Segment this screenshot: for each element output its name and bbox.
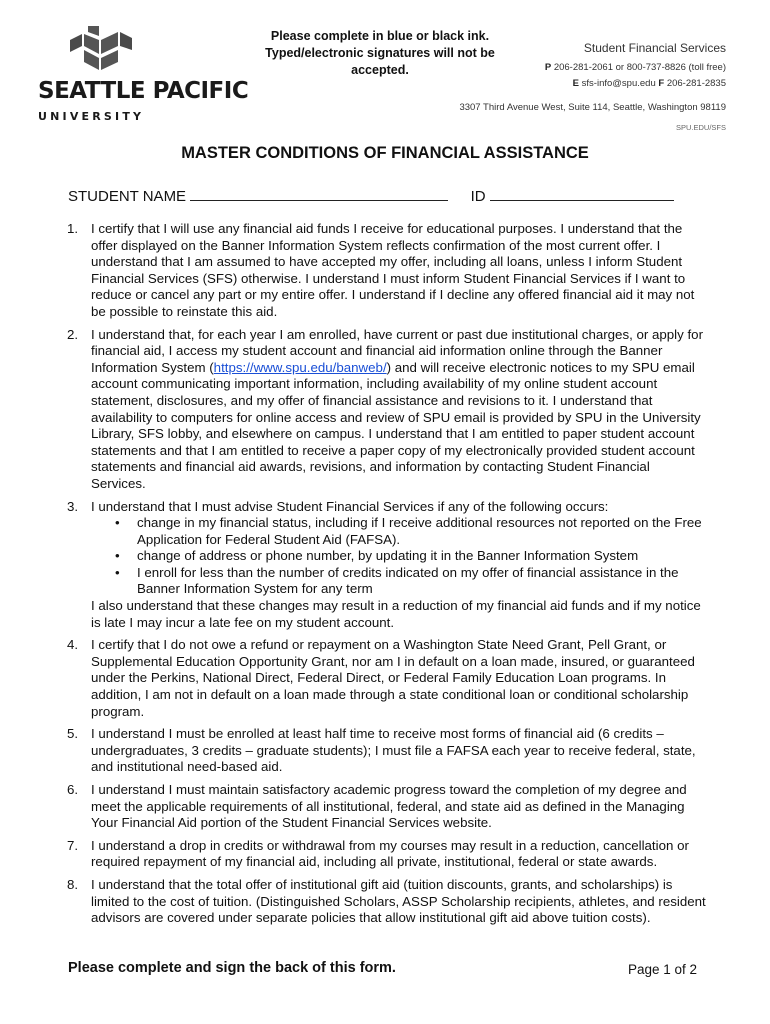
department-name: Student Financial Services — [583, 41, 726, 55]
condition-number: 8. — [67, 876, 79, 892]
bullet-item: • change of address or phone number, by updating it in the Banner Information System — [115, 548, 639, 564]
change-bullet-list — [91, 515, 707, 598]
condition-number: 3. — [67, 498, 79, 514]
flame-logo-icon — [68, 24, 134, 72]
bullet-icon: • — [115, 548, 120, 564]
condition-item — [67, 499, 707, 632]
condition-number: 6. — [67, 782, 79, 797]
website-url: SPU.EDU/SFS — [675, 123, 726, 132]
condition-number: 5. — [67, 726, 79, 742]
condition-item — [67, 782, 707, 832]
condition-number: 1. — [67, 221, 79, 236]
condition-number: 7. — [67, 837, 79, 853]
student-id-field[interactable] — [490, 186, 674, 201]
fax-label: F — [658, 78, 665, 89]
bullet-icon: • — [115, 515, 120, 531]
student-name-field[interactable] — [190, 186, 448, 201]
phone-line — [459, 60, 726, 76]
sign-back-note: Please complete and sign the back of this form. — [68, 960, 396, 976]
condition-text: I understand I must be enrolled at least half time to receive most forms of financial aid (6 credits – undergraduates, 3 credits – graduate students); I must file a FAFSA each year to receive federal, state, and institutional need-based aid. — [91, 726, 696, 775]
condition-text: I certify that I will use any financial aid funds I receive for educational purposes. I understand that the offer displayed on the Banner Information System reflects confirmation of the most current offer. I understand that I am assumed to have accepted my offer, including all loans, unless I inform Student Financial Services (SFS) otherwise. I understand I must inform Student Financial Services if I want to reduce or cancel any part or my entire offer. I understand if I decline any offered financial aid it may not be possible to reinstate this aid. — [91, 221, 695, 319]
phone-number: 206-281-2061 or 800-737-8826 (toll free) — [553, 62, 726, 73]
logo-subtitle: UNIVERSITY — [38, 110, 145, 123]
bullet-icon: • — [115, 564, 120, 580]
email-address: sfs-info@spu.edu — [581, 78, 656, 89]
ink-notice-line: Typed/electronic signatures will not be — [265, 46, 495, 60]
condition-number: 4. — [67, 637, 79, 653]
condition-text: I certify that I do not owe a refund or repayment on a Washington State Need Grant, Pell Grant, or Supplemental Education Opportunity Grant, nor am I in default on a loan made, insured, or guaranteed under the Perkins, National Direct, Federal Direct, or Federal Family Education Loan programs. In addition, I am not in default on a loan made through a state conditional loan or conditional scholarship program. — [91, 637, 695, 719]
email-label: E — [572, 78, 580, 89]
student-info-line — [68, 186, 674, 205]
ink-notice-line: accepted. — [351, 63, 409, 77]
condition-item — [67, 327, 707, 493]
bullet-item: • change in my financial status, including if I receive additional resources not reported on the Free Application for Federal Student Aid (FAFSA). — [115, 515, 702, 547]
condition-text: I understand a drop in credits or withdrawal from my courses may result in a reduction, cancellation or required repayment of my financial aid, including all private, institutional, federal or state awards. — [91, 837, 689, 870]
condition-item — [67, 637, 707, 720]
condition-outro: I also understand that these changes may result in a reduction of my financial aid funds and if my notice is late I may incur a late fee on my student account. — [91, 598, 701, 630]
university-logo — [38, 24, 249, 123]
email-fax-line — [459, 76, 726, 92]
logo-wordmark: SEATTLE PACIFIC — [38, 78, 249, 104]
condition-number: 2. — [67, 326, 79, 342]
page-number: Page 1 of 2 — [627, 962, 697, 977]
ink-notice-line: Please complete in blue or black ink. — [270, 29, 490, 43]
phone-label: P — [544, 62, 552, 73]
condition-item — [67, 726, 707, 776]
condition-item — [67, 221, 707, 321]
banner-web-link[interactable]: https://www.spu.edu/banweb/ — [213, 359, 387, 375]
student-name-label: STUDENT NAME — [68, 188, 187, 205]
condition-item — [67, 838, 707, 871]
page-title: MASTER CONDITIONS OF FINANCIAL ASSISTANCE — [181, 144, 589, 162]
contact-block — [459, 40, 726, 136]
bullet-item: • I enroll for less than the number of credits indicated on my offer of financial assistance in the Banner Information System for any term — [115, 564, 679, 597]
fax-number: 206-281-2835 — [666, 78, 726, 89]
condition-text: ) and will receive electronic notices to my SPU email account communicating important information, including availability of my online student account statement, disclosures, and my offer of financial assistance and revisions to it. I understand that availability to computers for online access and review of SPU email is provided by SPU in the University Library, SFS lobby, and elsewhere on campus. I understand that I am entitled to paper student account statements and that I am entitled to receive a paper copy of my electronically provided student account statements and financial aid awards, revisions, and information by contacting Student Financial Services. — [91, 359, 701, 491]
condition-item — [67, 877, 707, 927]
id-label: ID — [470, 188, 486, 205]
condition-text: I understand that the total offer of institutional gift aid (tuition discounts, grants, and scholarships) is limited to the cost of tuition. (Distinguished Scholars, ASSP Scholarship recipients, athletes, and resident advisors are covered under separate policies that allow institutional gift aid above tuition costs). — [91, 876, 706, 926]
street-address: 3307 Third Avenue West, Suite 114, Seattle, Washington 98119 — [459, 102, 726, 113]
condition-intro: I understand that I must advise Student Financial Services if any of the following occurs: — [91, 498, 609, 514]
condition-text: I understand that, for each year I am enrolled, have current or past due institutional charges, or apply for financial aid, I access my student account and financial aid information online through the Banner Information System ( — [91, 326, 704, 375]
condition-text: I understand I must maintain satisfactory academic progress toward the completion of my degree and meet the applicable requirements of all institutional, federal, and state aid as defined in the Managing Your Financial Aid portion of the Student Financial Services website. — [91, 782, 687, 831]
conditions-list — [67, 221, 707, 933]
